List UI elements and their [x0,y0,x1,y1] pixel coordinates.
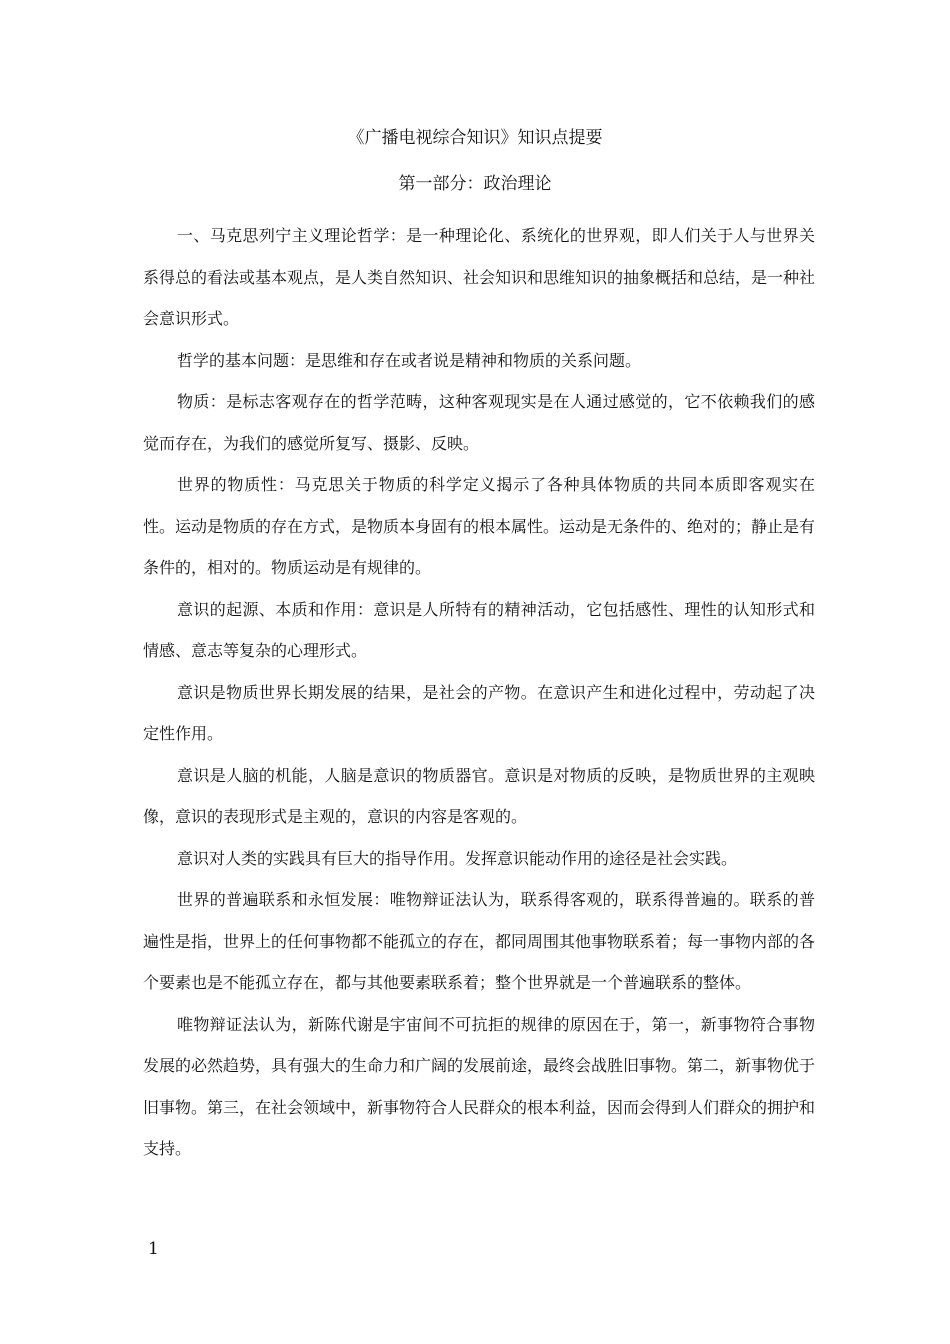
paragraph: 意识的起源、本质和作用：意识是人所特有的精神活动，它包括感性、理性的认知形式和情感、意志等复杂的心理形式。 [143,599,815,660]
paragraph: 唯物辩证法认为，新陈代谢是宇宙间不可抗拒的规律的原因在于，第一，新事物符合事物发展的必然趋势，具有强大的生命力和广阔的发展前途，最终会战胜旧事物。第二，新事物优于旧事物。第三，在社会领域中，新事物符合人民群众的根本利益，因而会得到人们群众的拥护和支持。 [143,1014,816,1158]
paragraph: 世界的物质性：马克思关于物质的科学定义揭示了各种具体物质的共同本质即客观实在性。运动是物质的存在方式，是物质本身固有的根本属性。运动是无条件的、绝对的；静止是有条件的，相对的。物质运动是有规律的。 [143,475,816,577]
section-heading: 第一部分：政治理论 [398,174,552,194]
document-body [143,215,815,1170]
paragraph: 意识是人脑的机能，人脑是意识的物质器官。意识是对物质的反映，是物质世界的主观映像，意识的表现形式是主观的，意识的内容是客观的。 [143,765,815,826]
paragraph: 哲学的基本问题：是思维和存在或者说是精神和物质的关系问题。 [177,350,642,370]
paragraph: 世界的普遍联系和永恒发展：唯物辩证法认为，联系得客观的，联系得普遍的。联系的普遍性是指，世界上的任何事物都不能孤立的存在，都同周围其他事物联系着；每一事物内部的各个要素也是不能孤立存在，都与其他要素联系着；整个世界就是一个普遍联系的整体。 [143,890,816,992]
paragraph: 意识对人类的实践具有巨大的指导作用。发挥意识能动作用的途径是社会实践。 [177,848,738,868]
document-title: 《广播电视综合知识》知识点提要 [347,128,603,148]
paragraph: 一、马克思列宁主义理论哲学：是一种理论化、系统化的世界观，即人们关于人与世界关系得总的看法或基本观点，是人类自然知识、社会知识和思维知识的抽象概括和总结，是一种社会意识形式。 [143,226,816,328]
paragraph: 物质：是标志客观存在的哲学范畴，这种客观现实是在人通过感觉的，它不依赖我们的感觉而存在，为我们的感觉所复写、摄影、反映。 [143,392,815,453]
page-number: 1 [148,1239,159,1259]
paragraph: 意识是物质世界长期发展的结果，是社会的产物。在意识产生和进化过程中，劳动起了决定性作用。 [143,682,815,743]
